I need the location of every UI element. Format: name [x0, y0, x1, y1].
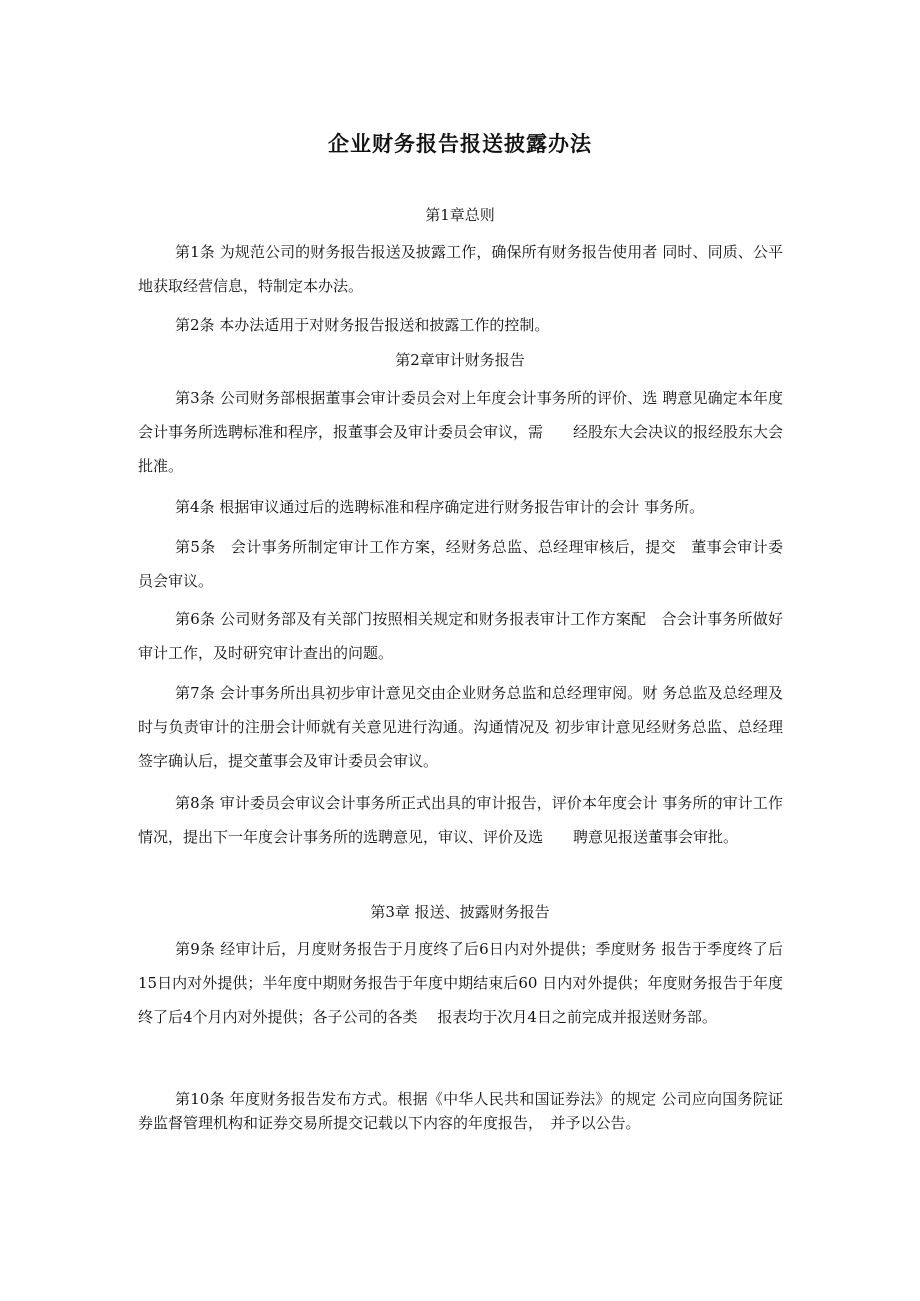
article-6: 第6条 公司财务部及有关部门按照相关规定和财务报表审计工作方案配 合会计事务所做好审计工作，及时研究审计查出的问题。 [138, 610, 783, 662]
article-9: 第9条 经审计后，月度财务报告于月度终了后6日内对外提供；季度财务 报告于季度终了后15日内对外提供；半年度中期财务报告于年度中期结束后60 日内对外提供；年度财务报告于年度终了后4个月内对外提供；各子公司的各类 报表均于次月4日之前完成并报送财务部。 [138, 940, 783, 1026]
article-7: 第7条 会计事务所出具初步审计意见交由企业财务总监和总经理审阅。财 务总监及总经理及时与负责审计的注册会计师就有关意见进行沟通。沟通情况及 初步审计意见经财务总监、总经理签字确认后，提交董事会及审计委员会审议。 [138, 684, 783, 770]
article-4: 第4条 根据审议通过后的选聘标准和程序确定进行财务报告审计的会计 事务所。 [175, 498, 705, 516]
article-3: 第3条 公司财务部根据董事会审计委员会对上年度会计事务所的评价、选 聘意见确定本年度会计事务所选聘标准和程序，报董事会及审计委员会审议，需 经股东大会决议的报经股东大会批准。 [138, 389, 784, 475]
document-title: 企业财务报告报送披露办法 [328, 132, 592, 156]
chapter-2-heading: 第2章审计财务报告 [395, 351, 525, 369]
article-2: 第2条 本办法适用于对财务报告报送和披露工作的控制。 [175, 316, 550, 334]
article-8: 第8条 审计委员会审议会计事务所正式出具的审计报告，评价本年度会计 事务所的审计工作情况，提出下一年度会计事务所的选聘意见，审议、评价及选 聘意见报送董事会审批。 [138, 794, 783, 846]
chapter-3-heading: 第3章 报送、披露财务报告 [370, 903, 550, 921]
article-5: 第5条 会计事务所制定审计工作方案，经财务总监、总经理审核后，提交 董事会审计委员会审议。 [138, 538, 783, 590]
article-10: 第10条 年度财务报告发布方式。根据《中华人民共和国证券法》的规定 公司应向国务院证券监督管理机构和证券交易所提交记载以下内容的年度报告， 并予以公告。 [138, 1090, 783, 1132]
chapter-1-heading: 第1章总则 [425, 206, 495, 224]
article-1: 第1条 为规范公司的财务报告报送及披露工作，确保所有财务报告使用者 同时、同质、公平地获取经营信息，特制定本办法。 [138, 243, 783, 295]
